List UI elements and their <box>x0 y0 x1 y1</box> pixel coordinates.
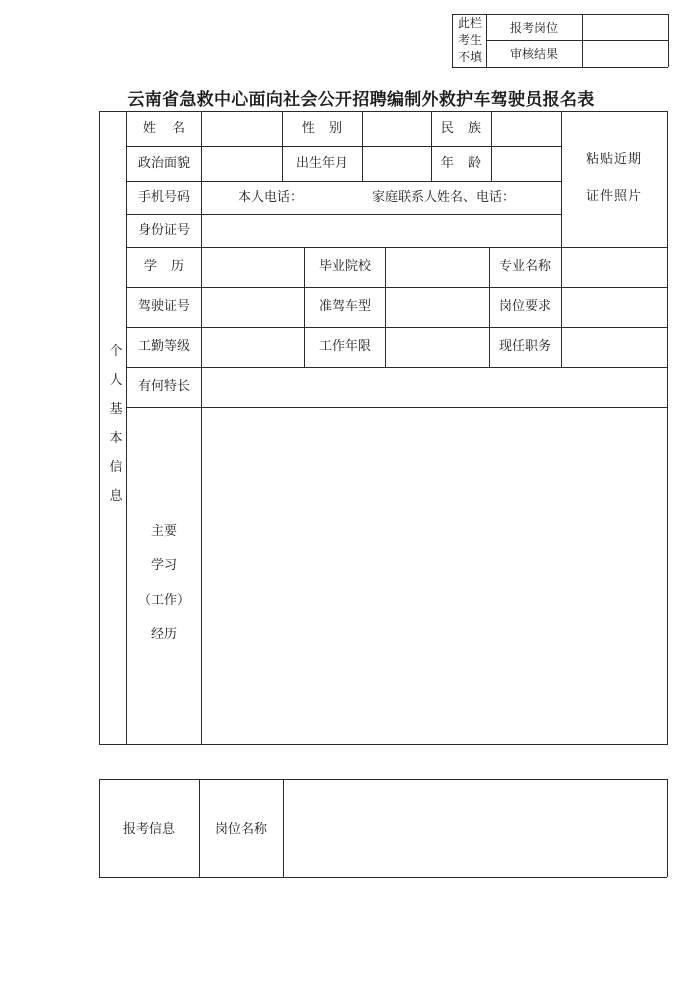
current-position-label: 现任职务 <box>498 339 552 354</box>
work-grade-field[interactable] <box>203 329 302 365</box>
license-number-label: 驾驶证号 <box>137 299 191 314</box>
specialty-label: 有何特长 <box>137 379 191 394</box>
age-label: 年 龄 <box>440 156 482 171</box>
age-field[interactable] <box>493 148 559 179</box>
gender-field[interactable] <box>364 113 429 144</box>
political-status-label: 政治面貌 <box>137 156 191 171</box>
review-result-label: 审核结果 <box>509 47 559 61</box>
birth-date-label: 出生年月 <box>295 156 349 171</box>
work-grade-label: 工勤等级 <box>137 339 191 354</box>
school-field[interactable] <box>387 249 487 285</box>
vehicle-class-field[interactable] <box>387 289 487 325</box>
school-label: 毕业院校 <box>318 259 372 274</box>
birth-date-field[interactable] <box>364 148 429 179</box>
photo-hint-line-1: 粘贴近期 <box>585 152 643 167</box>
gender-label: 性 别 <box>301 121 343 136</box>
form-title: 云南省急救中心面向社会公开招聘编制外救护车驾驶员报名表 <box>127 90 595 110</box>
specialty-field[interactable] <box>203 369 665 405</box>
section-label-personal-info: 个 人 基 本 信 息 <box>109 344 123 504</box>
photo-hint-line-2: 证件照片 <box>585 189 643 204</box>
post-name-field[interactable] <box>290 822 660 852</box>
work-years-label: 工作年限 <box>318 339 372 354</box>
major-field[interactable] <box>563 249 665 285</box>
own-phone-field[interactable] <box>305 184 365 212</box>
experience-label-line-4: 经历 <box>150 627 178 642</box>
name-label: 姓 名 <box>142 121 186 136</box>
experience-label-line-2: 学习 <box>150 558 178 573</box>
license-number-field[interactable] <box>203 289 302 325</box>
family-contact-label: 家庭联系人姓名、电话： <box>372 190 516 205</box>
vehicle-class-label: 准驾车型 <box>318 299 372 314</box>
photo-placeholder[interactable] <box>562 112 667 247</box>
family-contact-field[interactable] <box>518 184 558 212</box>
experience-label-line-1: 主要 <box>150 524 178 539</box>
name-field[interactable] <box>203 113 280 144</box>
id-number-label: 身份证号 <box>137 223 191 238</box>
experience-field[interactable] <box>203 409 665 743</box>
education-field[interactable] <box>203 249 302 285</box>
phone-label: 手机号码 <box>137 190 191 205</box>
id-number-field[interactable] <box>203 216 559 245</box>
political-status-field[interactable] <box>203 148 280 179</box>
ethnicity-field[interactable] <box>493 113 559 144</box>
job-requirement-field[interactable] <box>563 289 665 325</box>
office-note-line-3: 不填 <box>458 50 483 64</box>
office-note-line-2: 考生 <box>458 33 483 47</box>
job-requirement-label: 岗位要求 <box>498 299 552 314</box>
post-name-label: 岗位名称 <box>214 822 268 837</box>
current-position-field[interactable] <box>563 329 665 365</box>
ethnicity-label: 民 族 <box>440 121 482 136</box>
education-label: 学 历 <box>143 259 185 274</box>
own-phone-label: 本人电话： <box>238 190 304 205</box>
work-years-field[interactable] <box>387 329 487 365</box>
office-note-line-1: 此栏 <box>458 16 483 30</box>
application-info-label: 报考信息 <box>122 822 176 837</box>
experience-label-line-3: （工作） <box>137 593 191 608</box>
major-label: 专业名称 <box>498 259 552 274</box>
applied-post-label: 报考岗位 <box>509 21 559 35</box>
